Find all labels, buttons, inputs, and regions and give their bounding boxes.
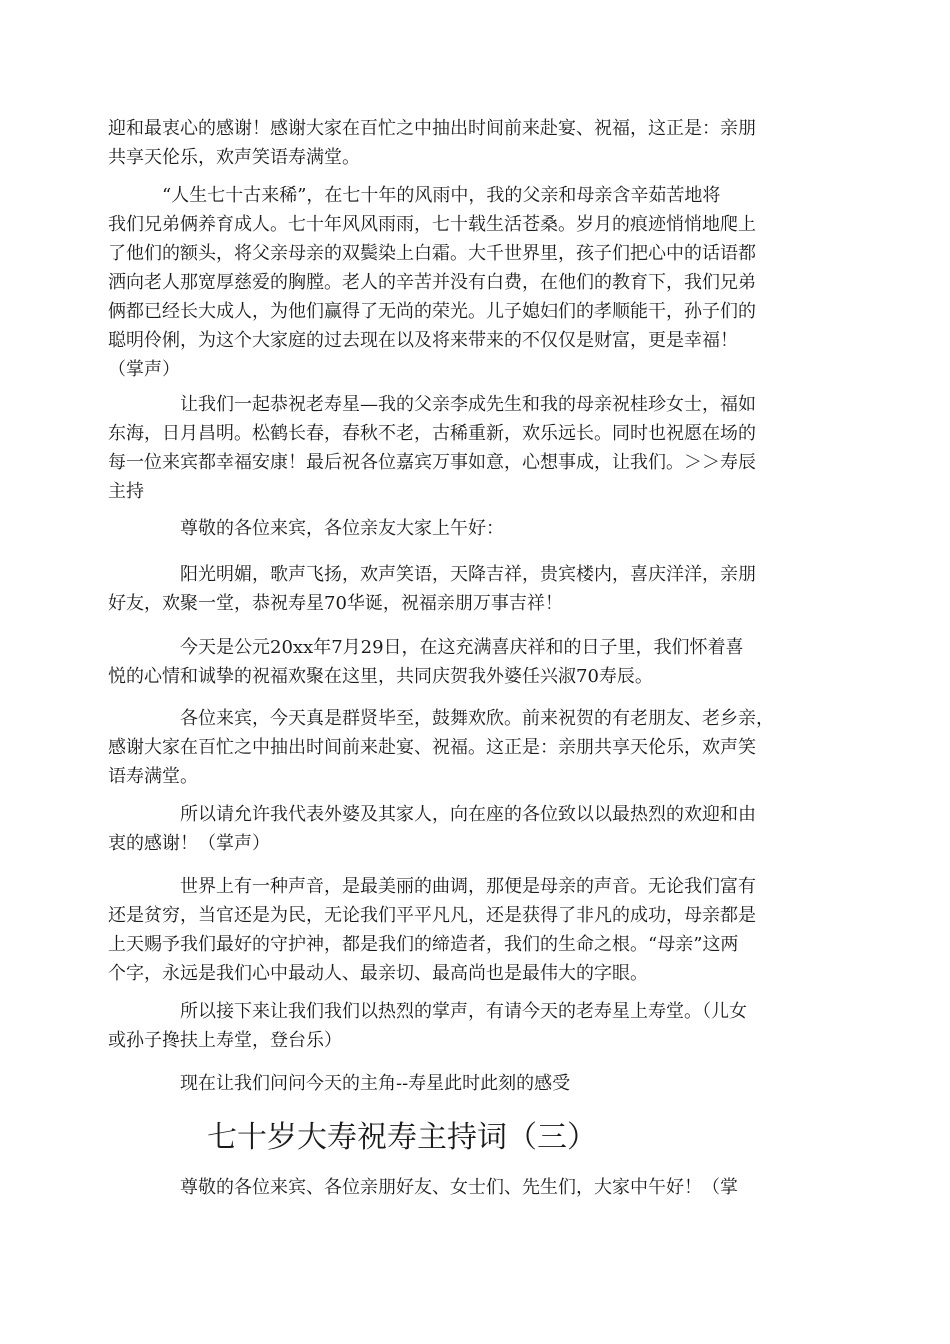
text-line: 或孙子搀扶上寿堂，登台乐） xyxy=(108,1030,342,1051)
paragraph-1 xyxy=(108,114,853,172)
paragraph-2 xyxy=(108,181,853,384)
text-line: 让我们一起恭祝老寿星—我的父亲李成先生和我的母亲祝桂珍女士，福如 xyxy=(108,394,756,415)
text-line: 聪明伶俐，为这个大家庭的过去现在以及将来带来的不仅仅是财富，更是幸福！ xyxy=(108,330,738,351)
text-line: 俩都已经长大成人，为他们赢得了无尚的荣光。儿子媳妇们的孝顺能干，孙子们的 xyxy=(108,301,756,322)
paragraph-11 xyxy=(108,1069,853,1098)
text-line: 好友，欢聚一堂，恭祝寿星70华诞，祝福亲朋万事吉祥！ xyxy=(108,593,563,614)
text-line: 我们兄弟俩养育成人。七十年风风雨雨，七十载生活苍桑。岁月的痕迹悄悄地爬上 xyxy=(108,214,756,235)
paragraph-5 xyxy=(108,560,853,618)
text-line: 个字，永远是我们心中最动人、最亲切、最高尚也是最伟大的字眼。 xyxy=(108,963,648,984)
text-line: 尊敬的各位来宾，各位亲友大家上午好： xyxy=(108,518,504,539)
paragraph-7 xyxy=(108,704,853,791)
text-line: 洒向老人那宽厚慈爱的胸膛。老人的辛苦并没有白费，在他们的教育下，我们兄弟 xyxy=(108,272,756,293)
text-line: 语寿满堂。 xyxy=(108,766,198,787)
text-line: 东海，日月昌明。松鹤长春，春秋不老，古稀重新，欢乐远长。同时也祝愿在场的 xyxy=(108,423,756,444)
text-line: 所以接下来让我们我们以热烈的掌声，有请今天的老寿星上寿堂。（儿女 xyxy=(108,1001,747,1022)
paragraph-8 xyxy=(108,800,853,858)
paragraph-4 xyxy=(108,514,853,543)
text-line: 所以请允许我代表外婆及其家人，向在座的各位致以以最热烈的欢迎和由 xyxy=(108,804,756,825)
text-line: “人生七十古来稀”，在七十年的风雨中，我的父亲和母亲含辛茹苦地将 xyxy=(108,185,721,206)
text-line: 今天是公元20xx年7月29日，在这充满喜庆祥和的日子里，我们怀着喜 xyxy=(108,637,744,658)
text-line: 上天赐予我们最好的守护神，都是我们的缔造者，我们的生命之根。“母亲”这两 xyxy=(108,934,739,955)
text-line: 阳光明媚，歌声飞扬，欢声笑语，天降吉祥，贵宾楼内，喜庆洋洋，亲朋 xyxy=(108,564,756,585)
text-line: 悦的心情和诚挚的祝福欢聚在这里，共同庆贺我外婆任兴淑70寿辰。 xyxy=(108,666,653,687)
text-line: （掌声） xyxy=(108,359,180,380)
paragraph-6 xyxy=(108,633,853,691)
text-line: 了他们的额头，将父亲母亲的双鬓染上白霜。大千世界里，孩子们把心中的话语都 xyxy=(108,243,756,264)
text-line: 现在让我们问问今天的主角--寿星此时此刻的感受 xyxy=(108,1073,571,1094)
text-line: 每一位来宾都幸福安康！最后祝各位嘉宾万事如意，心想事成，让我们。＞＞寿辰 xyxy=(108,452,756,473)
text-line: 衷的感谢！（掌声） xyxy=(108,833,270,854)
text-line: 世界上有一种声音，是最美丽的曲调，那便是母亲的声音。无论我们富有 xyxy=(108,876,756,897)
text-line: 主持 xyxy=(108,481,144,502)
paragraph-3 xyxy=(108,390,853,506)
text-line: 尊敬的各位来宾、各位亲朋好友、女士们、先生们，大家中午好！（掌 xyxy=(108,1177,738,1198)
paragraph-10 xyxy=(108,997,853,1055)
text-line: 还是贫穷，当官还是为民，无论我们平平凡凡，还是获得了非凡的成功，母亲都是 xyxy=(108,905,756,926)
text-line: 感谢大家在百忙之中抽出时间前来赴宴、祝福。这正是：亲朋共享天伦乐，欢声笑 xyxy=(108,737,756,758)
text-line: 迎和最衷心的感谢！感谢大家在百忙之中抽出时间前来赴宴、祝福，这正是：亲朋 xyxy=(108,118,756,139)
paragraph-9 xyxy=(108,872,853,988)
paragraph-closing xyxy=(108,1173,853,1202)
text-line: 各位来宾，今天真是群贤毕至，鼓舞欢欣。前来祝贺的有老朋友、老乡亲， xyxy=(108,708,774,729)
section-heading: 七十岁大寿祝寿主持词（三） xyxy=(207,1120,597,1155)
text-line: 共享天伦乐，欢声笑语寿满堂。 xyxy=(108,147,360,168)
